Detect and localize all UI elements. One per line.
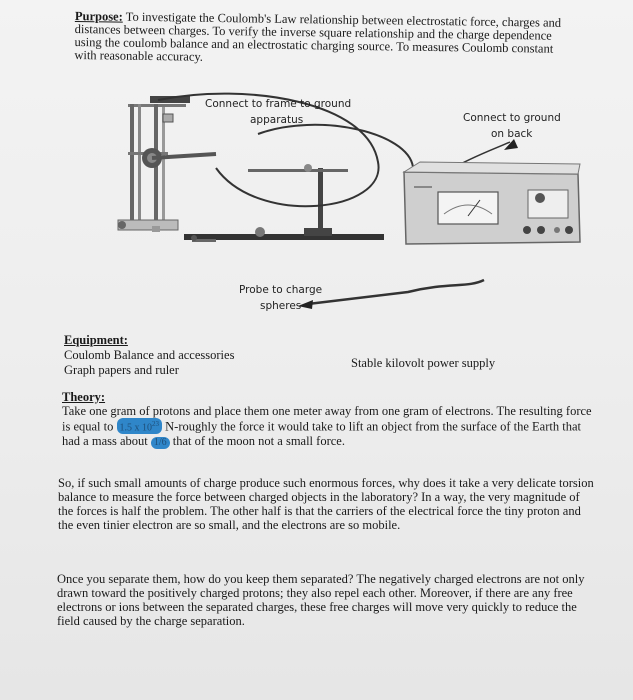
label-apparatus: apparatus	[250, 114, 304, 126]
theory-p1-text-c: that of the moon not a small force.	[172, 434, 345, 449]
coulomb-balance-frame	[118, 96, 216, 232]
label-connect-ground: Connect to ground	[463, 112, 561, 124]
theory-paragraph-2: So, if such small amounts of charge produce such enormous forces, why does it take a very delicate torsion balance to measure the force between charged objects in the laboratory? In a way, the very magnitude of the forces is half the problem. The other half is that the carriers of the electrical force the tiny proton and the even tinier electron are so small, and the electrons are so mobile.	[58, 476, 594, 532]
purpose-paragraph	[74, 10, 575, 69]
theory-heading: Theory:	[62, 390, 106, 404]
theory-p1-text-b: N-roughly the force it would take to lift an object from the surface of the Earth that had a mass about	[62, 419, 581, 449]
theory-p1-text-a: Take one gram of protons and place them one meter away from one gram of electrons. The resulting force is equal to	[62, 404, 592, 434]
slide-track	[184, 227, 384, 242]
apparatus-figure	[108, 92, 588, 322]
label-connect-frame-ground: Connect to frame to ground	[205, 98, 352, 110]
equipment-section	[64, 333, 234, 378]
theory-section	[62, 390, 592, 449]
purpose-text: To investigate the Coulomb's Law relationship between electrostatic force, charges and distances between charges. To verify the inverse square relationship and the charge dependence using the coulomb balance and an electrostatic charging source. To measures Coulomb constant with reasonable accuracy.	[74, 9, 562, 64]
equipment-item-3: Stable kilovolt power supply	[351, 356, 496, 370]
purpose-heading: Purpose:	[74, 9, 123, 24]
highlighted-mass-value: 1/6	[151, 437, 170, 449]
label-probe: Probe to charge	[239, 284, 323, 296]
equipment-item-1: Coulomb Balance and accessories	[64, 348, 235, 362]
equipment-item-2: Graph papers and ruler	[64, 363, 179, 377]
equipment-heading: Equipment:	[64, 333, 128, 347]
meter-display	[438, 192, 498, 224]
label-on-back: on back	[491, 128, 533, 140]
theory-paragraph-3: Once you separate them, how do you keep them separated? The negatively charged electrons are not only drawn toward the positively charged protons; they also repel each other. Moreover, if there are any free electrons or ions between the separated charges, these free charges will move very quickly to reduce the field caused by the charge separation.	[57, 572, 585, 628]
probe-wire	[308, 280, 484, 304]
highlighted-force-value: 1.5 x $10^{23}$	[117, 418, 163, 434]
kilovolt-power-supply	[404, 162, 580, 244]
label-spheres: spheres	[260, 300, 302, 312]
voltage-knob-icon	[535, 193, 545, 203]
apparatus-diagram	[108, 92, 588, 322]
ground-wire-frame	[158, 94, 379, 207]
